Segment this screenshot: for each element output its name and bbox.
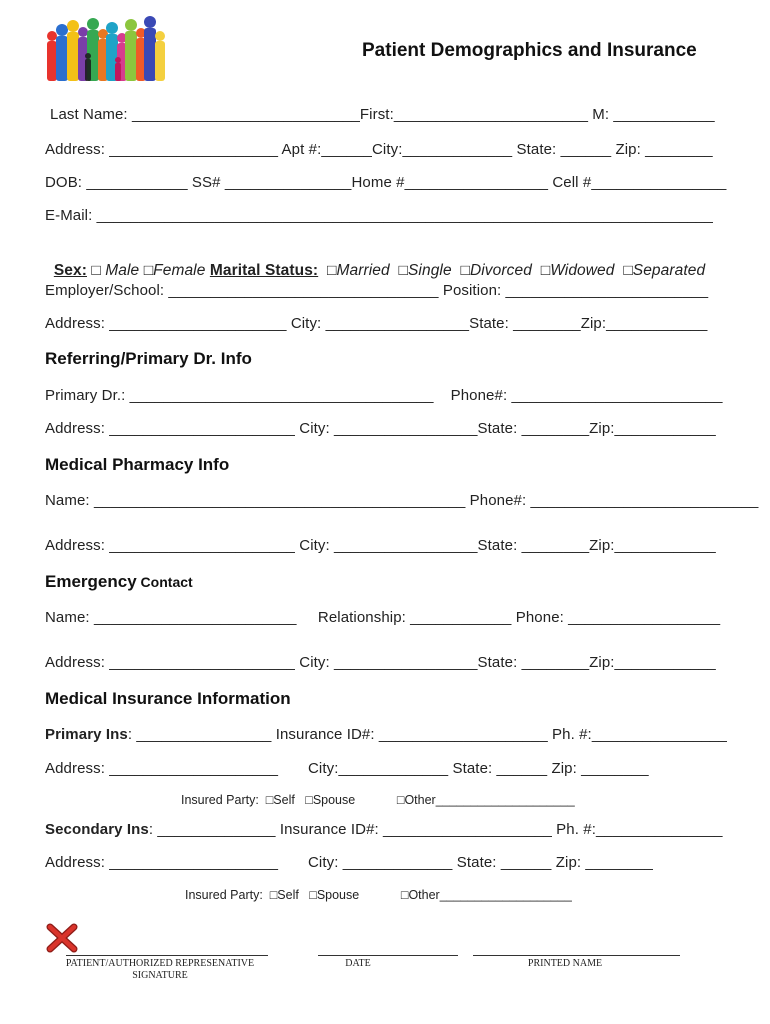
referring-address-line[interactable]: Address: ______________________ City: _________________State: ________Zip:____________ [45, 420, 716, 437]
email-field-line[interactable]: E-Mail: _________________________________________________________________________ [45, 207, 713, 224]
primary-ins-label: Primary Ins [45, 726, 128, 743]
secondary-insured-party-line[interactable]: Insured Party: □Self □Spouse □Other___________________ [185, 888, 572, 902]
pharmacy-address-line[interactable]: Address: ______________________ City: _________________State: ________Zip:____________ [45, 537, 716, 554]
signature-label-line1: PATIENT/AUTHORIZED REPRESENATIVE [65, 958, 255, 969]
printed-name-label: PRINTED NAME [527, 958, 603, 969]
sex-female-checkbox[interactable]: □Female [143, 262, 206, 279]
signature-line[interactable] [66, 955, 268, 956]
dob-ss-phone-line[interactable]: DOB: ____________ SS# _______________Home #_________________ Cell #________________ [45, 174, 727, 191]
signature-label-line2: SIGNATURE [132, 970, 188, 981]
pharmacy-heading: Medical Pharmacy Info [45, 455, 230, 474]
primary-dr-line[interactable]: Primary Dr.: ____________________________________ Phone#: _________________________ [45, 387, 723, 404]
pharmacy-name-line[interactable]: Name: ____________________________________________ Phone#: ___________________________ [45, 492, 759, 509]
secondary-ins-fields[interactable]: : ______________ Insurance ID#: ____________________ Ph. #:_______________ [148, 821, 723, 838]
address-fields-line[interactable]: Address: ____________________ Apt #:______City:_____________ State: ______ Zip: ________ [45, 141, 713, 158]
printed-name-line[interactable] [473, 955, 680, 956]
form-title: Patient Demographics and Insurance [362, 40, 697, 61]
date-line[interactable] [318, 955, 458, 956]
sex-male-checkbox[interactable]: □ Male [91, 262, 140, 279]
insurance-heading: Medical Insurance Information [45, 689, 291, 708]
primary-ins-line[interactable] [45, 726, 727, 744]
crowd-silhouettes-logo [44, 14, 168, 84]
emergency-heading [45, 572, 193, 592]
employer-position-line[interactable]: Employer/School: ________________________________ Position: ________________________ [45, 282, 709, 299]
primary-ins-fields[interactable]: : ________________ Insurance ID#: ____________________ Ph. #:________________ [127, 726, 727, 743]
primary-insured-party-line[interactable]: Insured Party: □Self □Spouse □Other____________________ [181, 793, 575, 807]
marital-status-label: Marital Status: [209, 262, 319, 279]
red-x-sign-here-icon [45, 922, 79, 954]
name-fields-line[interactable]: Last Name: ___________________________First:_______________________ M: ____________ [50, 106, 715, 123]
sex-marital-line [45, 244, 705, 280]
secondary-ins-label: Secondary Ins [45, 821, 149, 838]
sex-label: Sex: [53, 262, 87, 279]
secondary-ins-address-line[interactable]: Address: ____________________ City: _____________ State: ______ Zip: ________ [45, 854, 653, 871]
emergency-name-line[interactable]: Name: ________________________ Relationship: ____________ Phone: __________________ [45, 609, 721, 626]
signature-label [50, 958, 270, 982]
marital-status-options[interactable]: □Married □Single □Divorced □Widowed □Separated [327, 262, 706, 279]
primary-ins-address-line[interactable]: Address: ____________________ City:_____________ State: ______ Zip: ________ [45, 760, 649, 777]
emergency-heading-main: Emergency [45, 572, 137, 591]
referring-heading: Referring/Primary Dr. Info [45, 349, 252, 368]
employer-address-line[interactable]: Address: _____________________ City: _________________State: ________Zip:____________ [45, 315, 708, 332]
secondary-ins-line[interactable] [45, 821, 723, 839]
emergency-heading-sub: Contact [136, 574, 193, 590]
emergency-address-line[interactable]: Address: ______________________ City: _________________State: ________Zip:____________ [45, 654, 716, 671]
date-label: DATE [345, 958, 371, 969]
